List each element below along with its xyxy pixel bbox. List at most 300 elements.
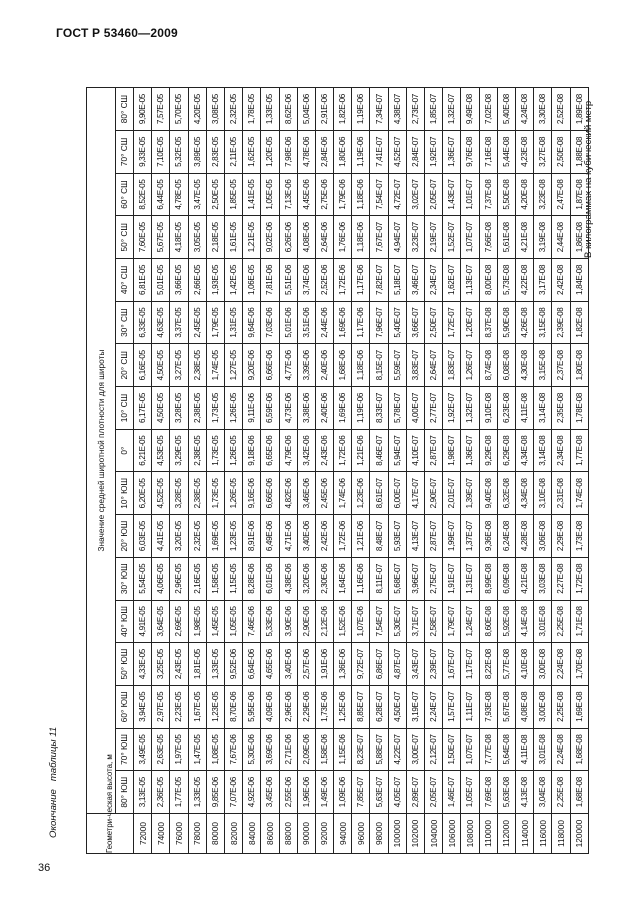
density-cell: 8,11E-07 — [370, 557, 388, 600]
density-cell: 1,78E-08 — [570, 387, 588, 430]
density-cell: 5,30E-07 — [388, 600, 406, 643]
density-cell: 8,23E-07 — [352, 728, 370, 771]
density-cell: 4,78E-06 — [297, 131, 315, 174]
density-cell: 3,06E-08 — [534, 515, 552, 558]
density-cell: 4,26E-08 — [515, 301, 533, 344]
altitude-cell: 98000 — [370, 814, 388, 854]
density-cell: 5,63E-08 — [497, 771, 515, 814]
density-cell: 2,77E-07 — [425, 387, 443, 430]
density-cell: 1,09E-06 — [334, 771, 352, 814]
altitude-cell: 118000 — [552, 814, 570, 854]
table-row — [243, 88, 261, 854]
density-cell: 7,54E-07 — [370, 173, 388, 216]
altitude-cell: 108000 — [461, 814, 479, 854]
density-cell: 1,82E-06 — [334, 88, 352, 131]
density-cell: 4,28E-08 — [515, 515, 533, 558]
density-cell: 2,47E-08 — [552, 173, 570, 216]
density-cell: 3,19E-07 — [406, 685, 424, 728]
density-cell: 2,45E-06 — [315, 472, 333, 515]
density-cell: 1,26E-05 — [224, 387, 242, 430]
density-cell: 1,98E-05 — [188, 600, 206, 643]
density-cell: 3,66E-05 — [170, 259, 188, 302]
density-cell: 4,72E-07 — [388, 173, 406, 216]
density-cell: 1,69E-06 — [334, 387, 352, 430]
density-cell: 9,85E-06 — [206, 771, 224, 814]
density-cell: 2,84E-06 — [315, 131, 333, 174]
density-cell: 2,16E-05 — [188, 557, 206, 600]
density-cell: 2,58E-07 — [425, 600, 443, 643]
density-cell: 4,00E-07 — [406, 387, 424, 430]
density-cell: 2,97E-05 — [152, 685, 170, 728]
density-cell: 4,53E-05 — [152, 429, 170, 472]
density-cell: 4,94E-07 — [388, 216, 406, 259]
density-cell: 2,44E-08 — [552, 216, 570, 259]
density-cell: 1,62E-05 — [243, 131, 261, 174]
altitude-cell: 90000 — [297, 814, 315, 854]
density-cell: 2,25E-08 — [552, 771, 570, 814]
density-cell: 1,42E-05 — [224, 259, 242, 302]
table-row — [425, 88, 443, 854]
density-cell: 4,52E-05 — [152, 472, 170, 515]
density-cell: 7,16E-08 — [479, 131, 497, 174]
units-note: В килограммах на кубический метр — [583, 100, 594, 258]
density-cell: 2,69E-05 — [170, 600, 188, 643]
altitude-cell: 102000 — [406, 814, 424, 854]
density-cell: 1,72E-06 — [334, 515, 352, 558]
density-cell: 6,66E-06 — [261, 472, 279, 515]
density-cell: 2,25E-08 — [552, 685, 570, 728]
density-cell: 3,94E-05 — [134, 685, 152, 728]
density-cell: 4,63E-05 — [152, 301, 170, 344]
density-cell: 1,32E-07 — [443, 88, 461, 131]
density-cell: 2,24E-08 — [552, 643, 570, 686]
density-cell: 1,69E-06 — [334, 301, 352, 344]
density-cell: 2,75E-07 — [425, 557, 443, 600]
density-cell: 2,52E-06 — [315, 259, 333, 302]
density-cell: 1,20E-07 — [461, 301, 479, 344]
density-cell: 7,46E-06 — [243, 600, 261, 643]
density-cell: 2,45E-05 — [188, 301, 206, 344]
density-cell: 1,98E-07 — [443, 429, 461, 472]
latitude-header: 60° ЮШ — [116, 685, 134, 728]
density-cell: 5,68E-07 — [388, 557, 406, 600]
altitude-cell: 78000 — [188, 814, 206, 854]
density-cell: 3,74E-06 — [297, 259, 315, 302]
density-cell: 3,43E-07 — [406, 643, 424, 686]
table-row — [279, 88, 297, 854]
density-cell: 1,52E-06 — [334, 600, 352, 643]
density-cell: 5,67E-08 — [497, 685, 515, 728]
density-cell: 3,01E-08 — [534, 728, 552, 771]
density-cell: 4,17E-07 — [406, 472, 424, 515]
density-cell: 3,39E-06 — [297, 344, 315, 387]
density-cell: 1,73E-08 — [570, 515, 588, 558]
density-cell: 5,67E-05 — [152, 216, 170, 259]
latitude-header: 40° СШ — [116, 259, 134, 302]
density-cell: 4,13E-07 — [406, 515, 424, 558]
density-cell: 4,92E-06 — [243, 771, 261, 814]
density-cell: 1,33E-05 — [206, 643, 224, 686]
density-cell: 1,23E-05 — [224, 515, 242, 558]
density-cell: 4,34E-08 — [515, 472, 533, 515]
density-cell: 1,80E-08 — [570, 344, 588, 387]
density-cell: 2,25E-08 — [552, 600, 570, 643]
density-cell: 5,50E-08 — [497, 173, 515, 216]
density-cell: 2,44E-06 — [315, 301, 333, 344]
density-cell: 2,96E-06 — [279, 685, 297, 728]
density-cell: 1,64E-06 — [334, 557, 352, 600]
density-cell: 2,39E-07 — [425, 643, 443, 686]
density-cell: 1,77E-08 — [570, 429, 588, 472]
density-cell: 2,64E-06 — [315, 216, 333, 259]
density-cell: 8,85E-07 — [352, 685, 370, 728]
density-cell: 1,85E-07 — [425, 88, 443, 131]
density-cell: 1,19E-06 — [352, 387, 370, 430]
density-cell: 2,09E-06 — [297, 728, 315, 771]
density-cell: 8,48E-07 — [370, 515, 388, 558]
density-cell: 2,52E-08 — [552, 88, 570, 131]
density-cell: 1,36E-06 — [334, 643, 352, 686]
density-cell: 2,36E-05 — [152, 771, 170, 814]
density-cell: 1,08E-05 — [206, 728, 224, 771]
density-cell: 1,52E-07 — [443, 216, 461, 259]
table-row — [370, 88, 388, 854]
density-cell: 1,13E-07 — [461, 259, 479, 302]
density-cell: 1,91E-07 — [443, 557, 461, 600]
density-cell: 3,27E-08 — [534, 131, 552, 174]
density-cell: 2,64E-07 — [425, 344, 443, 387]
altitude-cell: 120000 — [570, 814, 588, 854]
density-cell: 1,17E-07 — [461, 643, 479, 686]
altitude-cell: 80000 — [206, 814, 224, 854]
density-cell: 7,93E-08 — [479, 685, 497, 728]
density-cell: 1,31E-05 — [224, 301, 242, 344]
density-cell: 3,49E-05 — [134, 728, 152, 771]
density-cell: 3,69E-06 — [261, 728, 279, 771]
density-cell: 1,73E-05 — [206, 387, 224, 430]
density-cell: 4,21E-08 — [515, 557, 533, 600]
table-row — [552, 88, 570, 854]
density-cell: 9,02E-06 — [261, 216, 279, 259]
density-cell: 3,20E-06 — [297, 557, 315, 600]
density-cell: 5,94E-07 — [388, 429, 406, 472]
density-cell: 5,51E-06 — [279, 259, 297, 302]
density-cell: 9,16E-06 — [243, 472, 261, 515]
density-cell: 5,70E-05 — [170, 88, 188, 131]
table-row — [261, 88, 279, 854]
density-cell: 1,11E-07 — [461, 685, 479, 728]
density-cell: 9,52E-06 — [224, 643, 242, 686]
density-cell: 2,38E-05 — [188, 429, 206, 472]
altitude-cell: 104000 — [425, 814, 443, 854]
density-cell: 8,00E-08 — [479, 259, 497, 302]
density-cell: 3,27E-05 — [170, 344, 188, 387]
density-cell: 3,46E-06 — [297, 472, 315, 515]
density-cell: 3,71E-07 — [406, 600, 424, 643]
altitude-cell: 96000 — [352, 814, 370, 854]
density-cell: 3,37E-05 — [170, 301, 188, 344]
density-cell: 3,14E-08 — [534, 387, 552, 430]
density-cell: 8,74E-08 — [479, 344, 497, 387]
density-cell: 2,34E-08 — [552, 429, 570, 472]
density-cell: 8,28E-06 — [243, 557, 261, 600]
density-cell: 1,62E-07 — [443, 259, 461, 302]
density-cell: 5,95E-06 — [243, 685, 261, 728]
density-cell: 1,21E-05 — [243, 216, 261, 259]
altitude-cell: 86000 — [261, 814, 279, 854]
density-cell: 1,06E-05 — [243, 259, 261, 302]
density-cell: 5,61E-08 — [497, 216, 515, 259]
density-cell: 1,74E-05 — [206, 344, 224, 387]
density-cell: 3,42E-06 — [297, 429, 315, 472]
density-cell: 1,72E-07 — [443, 301, 461, 344]
latitude-header: 80° ЮШ — [116, 771, 134, 814]
density-cell: 2,38E-05 — [188, 472, 206, 515]
density-cell: 4,77E-06 — [279, 344, 297, 387]
density-cell: 8,37E-08 — [479, 301, 497, 344]
density-cell: 5,77E-08 — [497, 643, 515, 686]
density-cell: 4,20E-08 — [515, 173, 533, 216]
density-cell: 2,91E-06 — [315, 88, 333, 131]
density-cell: 2,84E-07 — [406, 131, 424, 174]
density-cell: 8,70E-06 — [224, 685, 242, 728]
density-cell: 4,50E-05 — [152, 387, 170, 430]
density-cell: 3,15E-08 — [534, 301, 552, 344]
density-cell: 1,99E-07 — [443, 515, 461, 558]
altitude-cell: 100000 — [388, 814, 406, 854]
table-row — [534, 88, 552, 854]
density-cell: 1,72E-06 — [334, 429, 352, 472]
table-row — [152, 88, 170, 854]
density-cell: 4,34E-08 — [515, 429, 533, 472]
table-row — [515, 88, 533, 854]
density-cell: 8,15E-07 — [370, 344, 388, 387]
density-cell: 3,23E-07 — [406, 216, 424, 259]
density-cell: 5,54E-05 — [134, 557, 152, 600]
density-cell: 5,04E-06 — [297, 88, 315, 131]
density-cell: 1,83E-07 — [443, 344, 461, 387]
density-cell: 3,19E-08 — [534, 216, 552, 259]
latitude-header: 20° ЮШ — [116, 515, 134, 558]
density-cell: 1,77E-05 — [170, 771, 188, 814]
density-cell: 2,96E-05 — [170, 557, 188, 600]
density-cell: 1,79E-05 — [206, 301, 224, 344]
density-cell: 4,09E-06 — [261, 685, 279, 728]
density-cell: 2,18E-05 — [206, 216, 224, 259]
density-cell: 4,38E-07 — [388, 88, 406, 131]
density-cell: 1,20E-05 — [261, 131, 279, 174]
density-cell: 1,05E-05 — [261, 173, 279, 216]
density-cell: 2,87E-07 — [425, 429, 443, 472]
altitude-cell: 106000 — [443, 814, 461, 854]
altitude-cell: 84000 — [243, 814, 261, 854]
density-cell: 7,96E-07 — [370, 301, 388, 344]
density-cell: 1,68E-06 — [334, 344, 352, 387]
density-cell: 1,91E-06 — [315, 643, 333, 686]
density-cell: 1,15E-06 — [334, 728, 352, 771]
density-cell: 4,65E-06 — [261, 643, 279, 686]
density-cell: 1,07E-07 — [461, 728, 479, 771]
density-cell: 9,10E-08 — [479, 387, 497, 430]
density-cell: 2,24E-08 — [552, 728, 570, 771]
altitude-cell: 92000 — [315, 814, 333, 854]
density-cell: 7,03E-06 — [261, 301, 279, 344]
density-cell: 4,50E-07 — [388, 685, 406, 728]
density-cell: 2,63E-05 — [152, 728, 170, 771]
altitude-cell: 88000 — [279, 814, 297, 854]
density-cell: 2,87E-07 — [425, 515, 443, 558]
density-cell: 1,76E-06 — [334, 216, 352, 259]
altitude-cell: 82000 — [224, 814, 242, 854]
continuation-label: Окончание — [48, 789, 59, 838]
density-cell: 3,00E-08 — [534, 685, 552, 728]
density-cell: 3,47E-05 — [188, 173, 206, 216]
density-cell: 3,89E-05 — [188, 131, 206, 174]
density-cell: 4,21E-08 — [515, 216, 533, 259]
density-cell: 7,07E-06 — [224, 771, 242, 814]
density-cell: 3,38E-06 — [297, 387, 315, 430]
density-cell: 4,06E-05 — [152, 557, 170, 600]
density-cell: 1,18E-06 — [352, 173, 370, 216]
density-cell: 1,74E-06 — [334, 472, 352, 515]
density-cell: 1,50E-07 — [443, 728, 461, 771]
density-cell: 4,71E-06 — [279, 515, 297, 558]
density-cell: 1,37E-07 — [461, 515, 479, 558]
density-cell: 1,31E-07 — [461, 557, 479, 600]
density-cell: 3,40E-06 — [279, 643, 297, 686]
density-cell: 4,10E-07 — [406, 429, 424, 472]
latitude-header-row — [116, 88, 134, 854]
density-cell: 1,17E-06 — [352, 301, 370, 344]
table-row — [224, 88, 242, 854]
density-cell: 5,40E-08 — [497, 88, 515, 131]
table-reference: таблицы 11 — [48, 726, 59, 782]
density-cell: 1,96E-06 — [297, 771, 315, 814]
density-cell: 1,19E-06 — [352, 88, 370, 131]
density-cell: 2,57E-06 — [297, 643, 315, 686]
density-cell: 8,33E-07 — [370, 387, 388, 430]
density-cell: 4,52E-07 — [388, 131, 406, 174]
density-cell: 3,45E-06 — [261, 771, 279, 814]
density-cell: 7,54E-07 — [370, 600, 388, 643]
density-cell: 1,17E-06 — [352, 259, 370, 302]
density-cell: 1,43E-07 — [443, 173, 461, 216]
document-title: ГОСТ Р 53460—2009 — [56, 26, 178, 40]
density-cell: 5,30E-06 — [243, 728, 261, 771]
density-cell: 2,38E-05 — [188, 387, 206, 430]
density-cell: 5,78E-07 — [388, 387, 406, 430]
table-row — [315, 88, 333, 854]
density-cell: 7,81E-06 — [261, 259, 279, 302]
density-cell: 8,99E-08 — [479, 557, 497, 600]
density-cell: 1,32E-07 — [461, 387, 479, 430]
density-cell: 2,38E-05 — [188, 344, 206, 387]
density-cell: 1,07E-07 — [461, 216, 479, 259]
density-cell: 8,62E-06 — [279, 88, 297, 131]
latitude-header: 30° СШ — [116, 301, 134, 344]
density-cell: 7,82E-07 — [370, 259, 388, 302]
density-cell: 6,86E-07 — [370, 643, 388, 686]
table-row — [406, 88, 424, 854]
density-cell: 9,29E-08 — [479, 429, 497, 472]
density-cell: 7,60E-05 — [134, 216, 152, 259]
density-cell: 1,69E-05 — [206, 515, 224, 558]
density-cell: 4,45E-06 — [297, 173, 315, 216]
density-cell: 6,29E-08 — [497, 429, 515, 472]
density-cell: 1,05E-05 — [224, 600, 242, 643]
density-cell: 3,10E-08 — [534, 472, 552, 515]
density-cell: 7,69E-08 — [479, 771, 497, 814]
density-cell: 2,89E-07 — [406, 771, 424, 814]
density-group-header: Значение средней широтной плотности для широты — [87, 88, 116, 814]
density-cell: 4,91E-05 — [134, 600, 152, 643]
altitude-cell: 94000 — [334, 814, 352, 854]
density-cell: 3,20E-05 — [170, 515, 188, 558]
density-cell: 1,67E-07 — [443, 643, 461, 686]
density-cell: 1,71E-08 — [570, 600, 588, 643]
density-cell: 4,11E-08 — [515, 387, 533, 430]
density-cell: 4,20E-05 — [188, 88, 206, 131]
density-cell: 9,18E-06 — [243, 429, 261, 472]
density-cell: 3,13E-05 — [134, 771, 152, 814]
density-cell: 2,83E-05 — [206, 131, 224, 174]
density-cell: 6,21E-05 — [134, 429, 152, 472]
latitude-header: 10° ЮШ — [116, 472, 134, 515]
density-cell: 5,73E-08 — [497, 259, 515, 302]
table-row — [352, 88, 370, 854]
density-cell: 5,44E-08 — [497, 131, 515, 174]
density-cell: 1,67E-05 — [188, 685, 206, 728]
density-cell: 6,00E-07 — [388, 472, 406, 515]
density-cell: 3,14E-08 — [534, 429, 552, 472]
density-cell: 2,23E-05 — [170, 685, 188, 728]
density-cell: 1,86E-08 — [570, 216, 588, 259]
density-cell: 1,93E-05 — [206, 259, 224, 302]
density-cell: 2,05E-07 — [425, 173, 443, 216]
table-row — [170, 88, 188, 854]
density-cell: 4,73E-06 — [279, 387, 297, 430]
density-cell: 1,39E-07 — [461, 472, 479, 515]
density-cell: 4,23E-08 — [515, 131, 533, 174]
latitude-header: 50° ЮШ — [116, 643, 134, 686]
density-cell: 6,65E-06 — [261, 429, 279, 472]
density-cell: 3,00E-07 — [406, 728, 424, 771]
density-cell: 1,72E-08 — [570, 557, 588, 600]
density-cell: 8,46E-07 — [370, 429, 388, 472]
density-cell: 5,63E-07 — [370, 771, 388, 814]
density-cell: 2,55E-06 — [279, 771, 297, 814]
rotated-table-container — [86, 88, 585, 854]
density-cell: 2,34E-07 — [425, 259, 443, 302]
density-cell: 2,11E-05 — [224, 131, 242, 174]
altitude-cell: 114000 — [515, 814, 533, 854]
density-cell: 7,02E-08 — [479, 88, 497, 131]
density-cell: 1,78E-05 — [243, 88, 261, 131]
density-cell: 4,82E-06 — [279, 472, 297, 515]
density-cell: 1,46E-07 — [443, 771, 461, 814]
density-cell: 9,11E-06 — [243, 387, 261, 430]
density-cell: 2,30E-06 — [315, 557, 333, 600]
density-cell: 2,35E-08 — [552, 387, 570, 430]
density-cell: 6,81E-05 — [134, 259, 152, 302]
density-cell: 1,68E-08 — [570, 728, 588, 771]
latitude-header: 40° ЮШ — [116, 600, 134, 643]
density-cell: 1,23E-05 — [206, 685, 224, 728]
density-cell: 1,36E-07 — [461, 429, 479, 472]
density-cell: 1,85E-05 — [224, 173, 242, 216]
density-cell: 2,71E-06 — [279, 728, 297, 771]
density-cell: 6,16E-05 — [134, 344, 152, 387]
